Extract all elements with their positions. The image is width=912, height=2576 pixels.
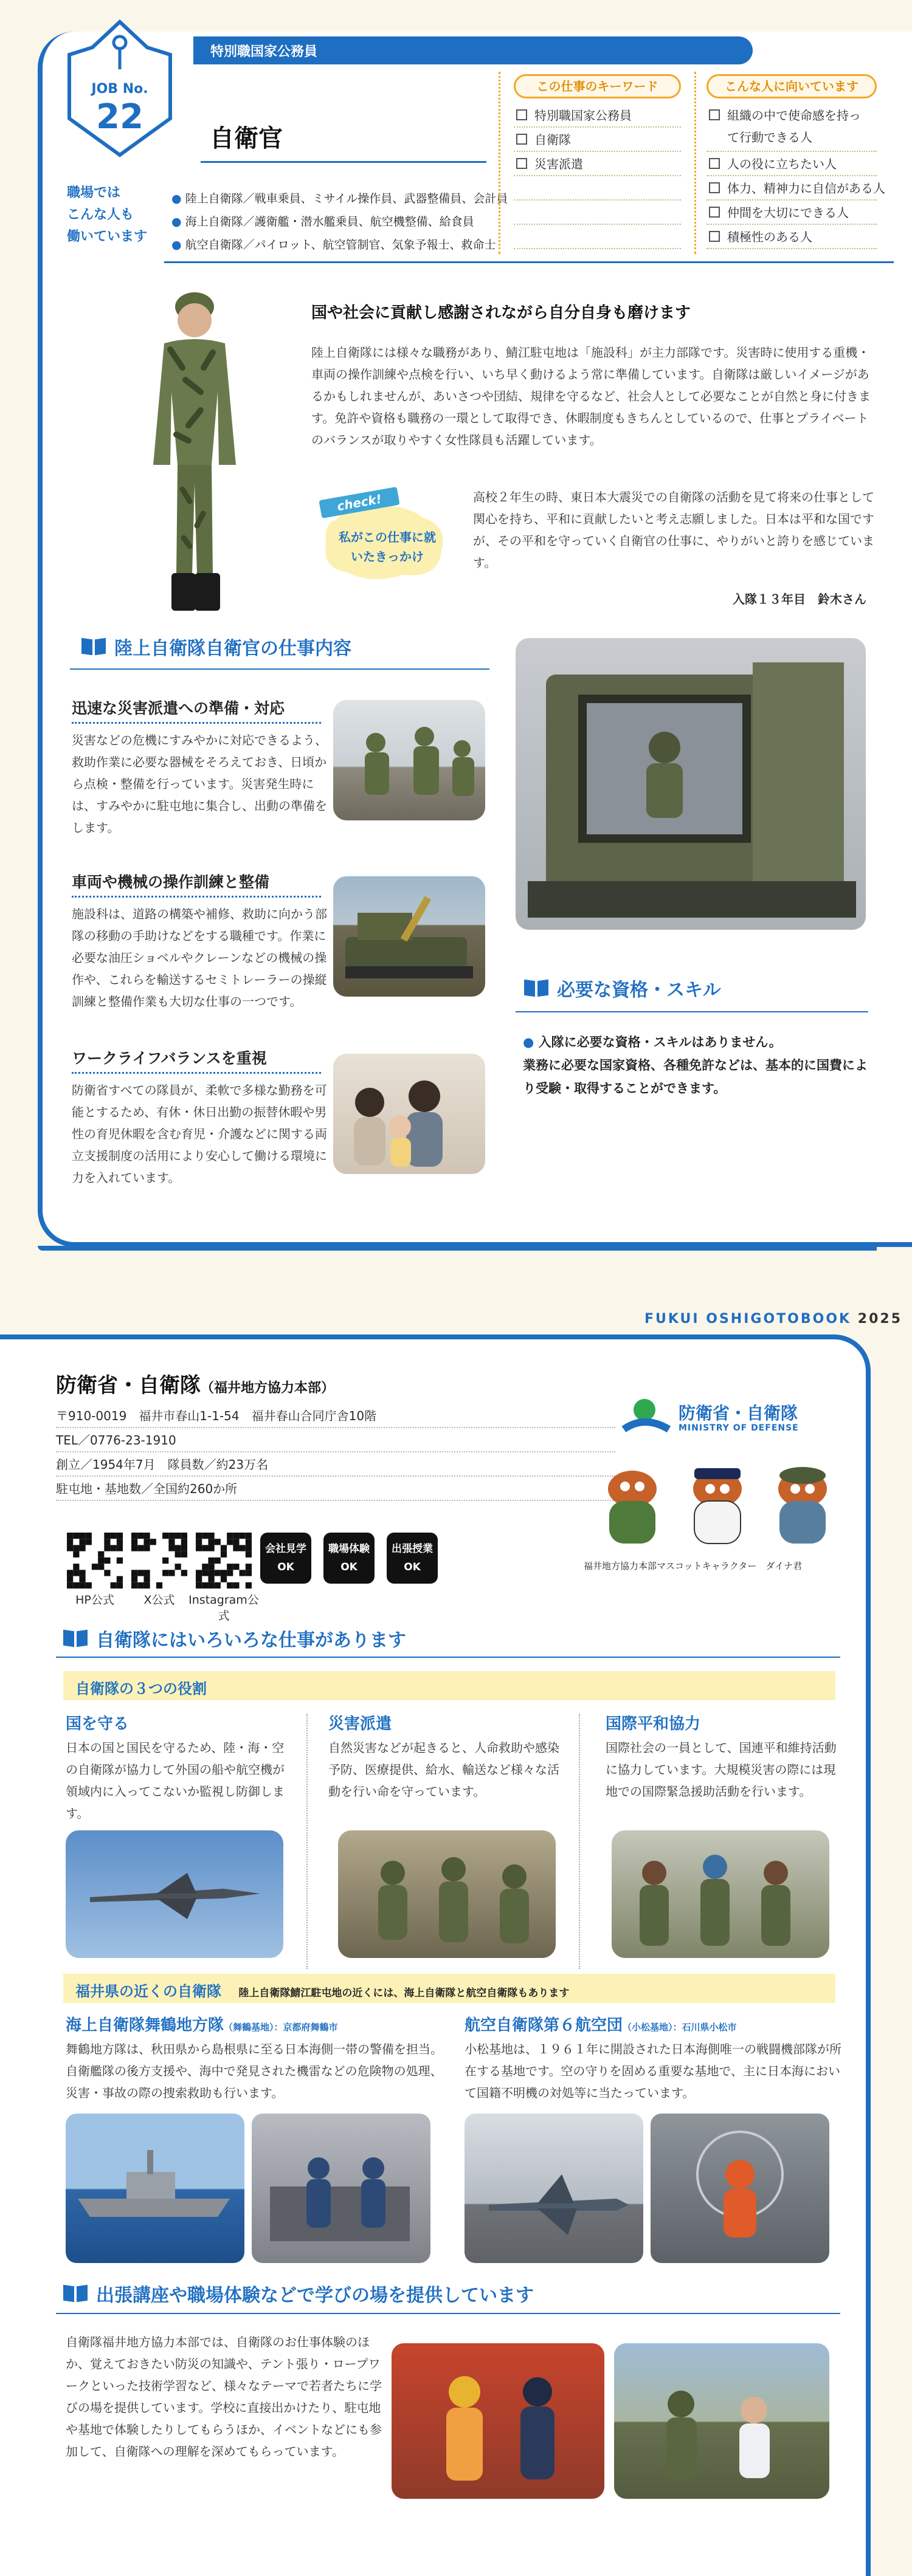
suited-box (706, 74, 885, 249)
job-category-bar (193, 36, 753, 64)
org-name: 防衛省・自衛隊（福井地方協力本部） (56, 1373, 335, 1398)
role-line: ● 陸上自衛隊／戦車乗員、ミサイル操作員、武器整備員、会計員 (171, 192, 508, 205)
org-founded: 創立／1954年7月 隊員数／約23万名 (56, 1452, 615, 1477)
dotted-divider (499, 72, 500, 254)
col-divider (306, 1714, 308, 1969)
role-text: 自然災害などが起きると、人命救助や感染予防、医療提供、給水、輸送など様々な活動を行い命を守っています。 (328, 1740, 559, 1799)
qr-code-instagram[interactable] (196, 1533, 252, 1589)
badge-work-experience: 職場体験 OK (323, 1533, 375, 1584)
learning-text: 自衛隊福井地方協力本部では、自衛隊のお仕事体験のほか、覚えておきたい防災の知識や、テント張り・ロープワークといった技術学習など、様々なテーマで若者たちに学びの場を提供しています。学校に直接出かけたり、駐屯地や基地で体験したりしてもらうほか、イベントなどにも参加して、自衛隊への理解を深めてもらっています。 (66, 2335, 382, 2459)
suited-item: 体力、精神力に自信がある人 (706, 176, 877, 201)
role-photo-peacekeeping (612, 1830, 829, 1958)
skills-text: ● 入隊に必要な資格・スキルはありません。 業務に必要な国家資格、各種免許などは、基本的に国費により受験・取得することができます。 (523, 1035, 868, 1096)
learning-photo-training (614, 2343, 829, 2499)
book-icon (63, 2284, 88, 2303)
role-title: 国際平和協力 (606, 1715, 701, 1733)
duty-photo-family (333, 1054, 485, 1174)
signature: 入隊１３年目 鈴木さん (733, 592, 866, 606)
roles-rule (56, 1657, 840, 1658)
badge-company-visit: 会社見学 OK (260, 1533, 311, 1584)
excavator-photo (516, 638, 866, 930)
org-address: 〒910-0019 福井市春山1-1-54 福井春山合同庁舎10階 (56, 1404, 615, 1428)
logo-en: MINISTRY OF DEFENSE (679, 1423, 799, 1433)
duty-text: 防衛省すべての隊員が、柔軟で多様な勤務を可能とするため、有休・休日出勤の振替休暇や男性の育児休暇を含む育児・介護などに関する両立支援制度の活用により安心して働ける環境に力を入れています。 (72, 1083, 327, 1185)
soldier-photo (128, 283, 261, 623)
title-rule (201, 161, 486, 163)
keyword-item: 特別職国家公務員 (514, 103, 681, 128)
header-bottom-rule (164, 261, 894, 263)
qr-code-x[interactable] (131, 1533, 187, 1589)
duty-photo-machinery (333, 876, 485, 997)
keyword-item: 自衛隊 (514, 128, 681, 152)
org-bases: 駐屯地・基地数／全国約260か所 (56, 1477, 615, 1501)
mascot-illustration (584, 1465, 851, 1556)
duty-photo-disaster (333, 700, 485, 820)
keywords-box (514, 74, 681, 249)
komatsu-rescue-photo (651, 2114, 829, 2263)
keywords-title: この仕事のキーワード (514, 74, 681, 98)
komatsu-jet-photo (465, 2114, 643, 2263)
mod-logo (620, 1392, 821, 1446)
duty-text: 施設科は、道路の構築や補修、救助に向かう部隊の移動の手助けなどをする職種です。作業に必要な油圧ショベルやクレーンなどの機械の操作や、これらを輸送するセミトレーラーの操縦訓練と整備作業も大切な仕事の一つです。 (72, 907, 327, 1009)
duty-title: 迅速な災害派遣への準備・対応 (72, 696, 321, 724)
role-photo-jet (66, 1830, 283, 1958)
suited-item: 積極性のある人 (706, 225, 877, 249)
interview-heading: 国や社会に貢献し感謝されながら自分自身も磨けます (311, 304, 691, 322)
role-text: 日本の国と国民を守るため、陸・海・空の自衛隊が協力して外国の船や航空機が領域内に入ってこないか監視し防御します。 (66, 1740, 285, 1821)
nearby-right-title: 航空自衛隊第６航空団（小松基地）：石川県小松市 (465, 2016, 737, 2035)
suited-item: 組織の中で使命感を持って行動できる人 (706, 103, 877, 152)
qr-label: HP公式 (75, 1593, 114, 1607)
reason-paragraph: 高校２年生の時、東日本大震災での自衛隊の活動を見て将来の仕事として関心を持ち、平和に貢献したいと考え志願しました。日本は平和な国ですが、その平和を守っていく自衛官の仕事に、やりがいと誇りを感じています。 (473, 490, 874, 570)
job-badge-label: JOB No. (91, 81, 148, 97)
qr-label: Instagram公式 (188, 1593, 259, 1623)
nearby-right-text: 小松基地は、１９６１年に開設された日本海側唯一の戦闘機部隊が所在する基地です。空の守りを固める重要な基地で、主に日本海において国籍不明機の対処等に当たっています。 (465, 2042, 841, 2100)
role-line: ● 航空自衛隊／パイロット、航空管制官、気象予報士、救命士 (171, 238, 496, 252)
skills-section-title: 必要な資格・スキル (524, 975, 721, 1001)
badge-outreach-class: 出張授業 OK (387, 1533, 438, 1584)
roles-band: 自衛隊の３つの役割 (63, 1671, 835, 1700)
duty-title: ワークライフバランスを重視 (72, 1046, 321, 1074)
book-icon (81, 637, 106, 656)
book-icon (524, 979, 548, 997)
org-tel: TEL／0776-23-1910 (56, 1428, 615, 1452)
suited-title: こんな人に向いています (706, 74, 877, 98)
logo-jp: 防衛省・自衛隊 (679, 1403, 798, 1423)
job-category: 特別職国家公務員 (210, 44, 318, 60)
job-badge (56, 18, 184, 158)
roles-list (171, 187, 508, 256)
skills-rule (516, 1011, 868, 1012)
role-text: 国際社会の一員として、国連平和維持活動に協力しています。大規模災害の際には現地での国際緊急援助活動を行います。 (606, 1740, 837, 1799)
qr-code-hp[interactable] (67, 1533, 123, 1589)
check-bubble (311, 490, 457, 587)
role-title: 国を守る (66, 1715, 130, 1733)
nearby-left-text: 舞鶴地方隊は、秋田県から島根県に至る日本海側一帯の警備を担当。自衛艦隊の後方支援や、海中で発見された機雷などの危険物の処理、災害・事故の際の捜索救助も行います。 (66, 2042, 443, 2100)
mascot-caption: 福井地方協力本部マスコットキャラクター ダイナ君 (584, 1561, 803, 1571)
learning-rule (56, 2313, 840, 2314)
suited-item: 仲間を大切にできる人 (706, 201, 877, 225)
duties-rule (70, 668, 489, 670)
nearby-left-title: 海上自衛隊舞鶴地方隊（舞鶴基地）：京都府舞鶴市 (66, 2016, 338, 2035)
job-title: 自衛官 (210, 125, 283, 153)
nearby-band: 福井県の近くの自衛隊 陸上自衛隊鯖江駐屯地の近くには、海上自衛隊と航空自衛隊もあります (63, 1974, 835, 2003)
keyword-item: 災害派遣 (514, 152, 681, 176)
keyword-item-empty (514, 225, 681, 249)
duties-section-title: 陸上自衛隊自衛官の仕事内容 (81, 633, 351, 660)
role-photo-disaster (338, 1830, 556, 1958)
footer-brand: FUKUI OSHIGOTOBOOK 2025 (644, 1311, 903, 1327)
interview-paragraph: 陸上自衛隊には様々な職務があり、鯖江駐屯地は「施設科」が主力部隊です。災害時に使用する重機・車両の操作訓練や点検を行い、いち早く動けるよう常に準備しています。自衛隊は厳しいイメージがあるかもしれませんが、あいさつや団結、規律を守るなど、社会人として必要なことが自然と身に付きます。免許や資格も職務の一環として取得でき、休暇制度もきちんとしているので、仕事とプライベートのバランスが取りやすく女性隊員も活躍しています。 (311, 345, 871, 447)
check-text: 私がこの仕事に就いたきっかけ (339, 530, 436, 564)
suited-item: 人の役に立ちたい人 (706, 152, 877, 176)
duty-title: 車両や機械の操作訓練と整備 (72, 870, 321, 898)
side-label: 職場では こんな人も 働いています (67, 185, 148, 244)
dotted-divider (694, 72, 696, 254)
role-title: 災害派遣 (328, 1715, 392, 1733)
col-divider (579, 1714, 580, 1969)
qr-label: X公式 (143, 1593, 175, 1607)
job-number: 22 (96, 97, 143, 137)
card-bottom-line (38, 1246, 877, 1251)
role-line: ● 海上自衛隊／護衛艦・潜水艦乗員、航空機整備、給食員 (171, 215, 474, 228)
learning-photo-firefighter (392, 2343, 604, 2499)
book-icon (63, 1629, 88, 1647)
learning-section-title: 出張講座や職場体験などで学びの場を提供しています (63, 2280, 534, 2307)
roles-section-title: 自衛隊にはいろいろな仕事があります (63, 1625, 406, 1652)
maizuru-maintenance-photo (252, 2114, 430, 2263)
maizuru-ship-photo (66, 2114, 244, 2263)
keyword-item-empty (514, 176, 681, 201)
keyword-item-empty (514, 201, 681, 225)
duty-text: 災害などの危機にすみやかに対応できるよう、救助作業に必要な器械をそろえておき、日頃から点検・整備を行っています。災害発生時には、すみやかに駐屯地に集合し、出動の準備をします。 (72, 733, 327, 835)
mod-emblem-icon (620, 1392, 687, 1446)
check-tag: check! (319, 487, 399, 518)
